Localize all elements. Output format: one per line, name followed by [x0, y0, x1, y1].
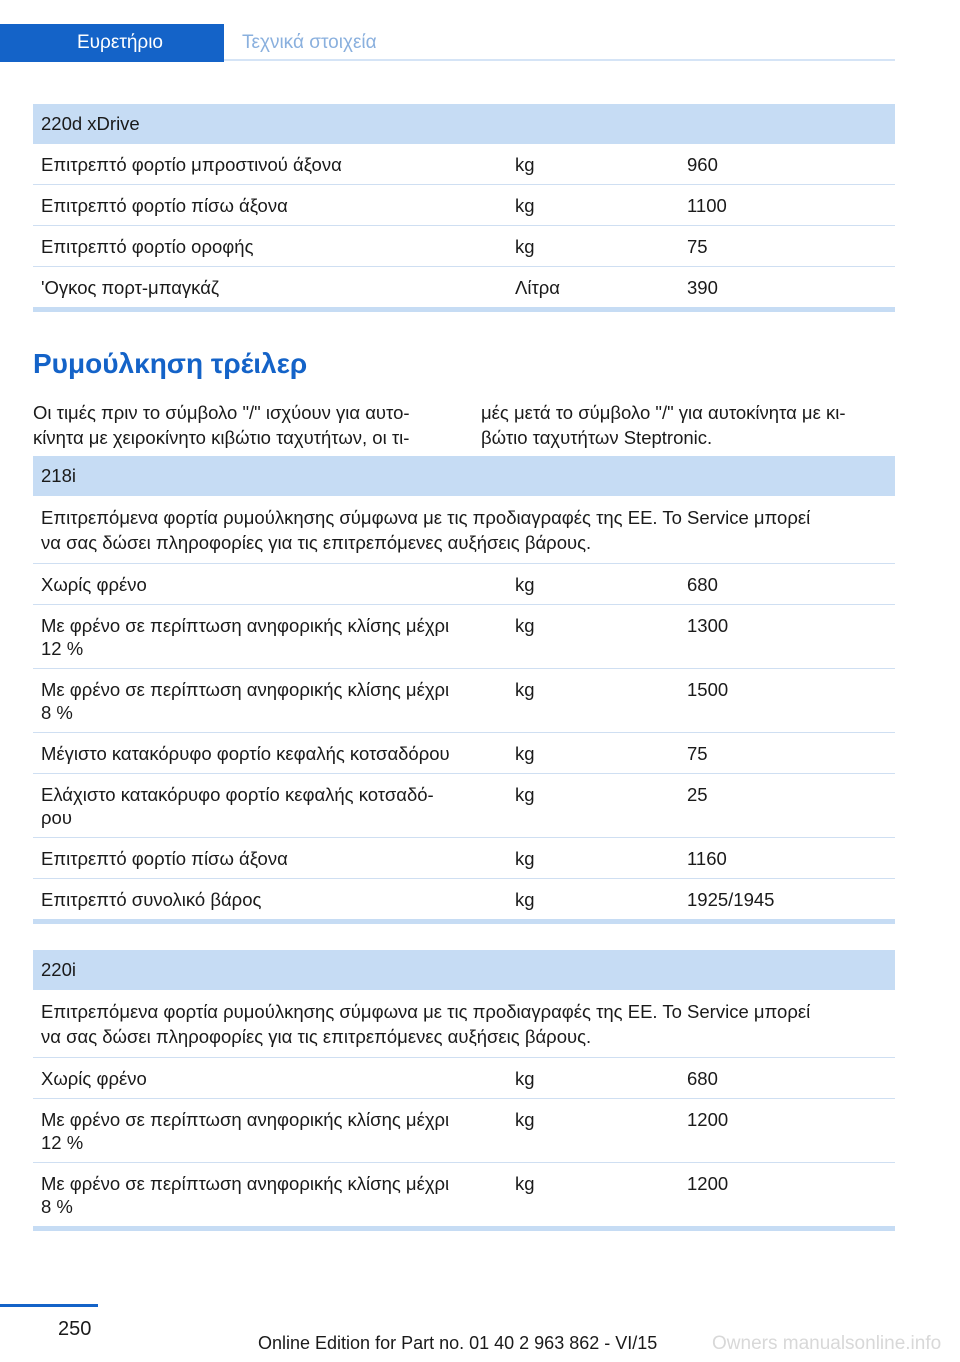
- page-number: 250: [58, 1318, 92, 1340]
- row-unit: kg: [515, 889, 535, 910]
- intro-left: [33, 400, 453, 450]
- row-unit: kg: [515, 574, 535, 595]
- table-row: [33, 669, 895, 733]
- row-label: Χωρίς φρένο: [41, 1068, 147, 1089]
- row-unit: kg: [515, 679, 535, 700]
- row-unit: kg: [515, 154, 535, 175]
- row-value: 390: [687, 277, 718, 298]
- row-label: Μέγιστο κατακόρυφο φορτίο κεφαλής κοτσαδόρου: [41, 743, 450, 764]
- table-row: [33, 733, 895, 774]
- table-note: [33, 990, 895, 1058]
- row-value: 1500: [687, 679, 729, 700]
- table-row: [33, 144, 895, 185]
- row-label: Επιτρεπτό φορτίο πίσω άξονα: [41, 195, 288, 216]
- table-header: 220d xDrive: [33, 104, 895, 144]
- table-row: [33, 226, 895, 267]
- row-value: 1200: [687, 1109, 729, 1130]
- row-unit: kg: [515, 1068, 535, 1089]
- row-value: 75: [687, 743, 708, 764]
- table-220d-xdrive: [33, 104, 895, 312]
- row-value: 75: [687, 236, 708, 257]
- row-value: 1300: [687, 615, 729, 636]
- row-value: 680: [687, 574, 718, 595]
- table-row: [33, 1099, 895, 1163]
- row-unit: kg: [515, 1173, 535, 1194]
- row-value: 1200: [687, 1173, 729, 1194]
- note-line: να σας δώσει πληροφορίες για τις επιτρεπόμενες αυξήσεις βάρους.: [41, 1026, 592, 1047]
- row-unit: kg: [515, 784, 535, 805]
- table-row: [33, 774, 895, 838]
- intro-right-line: μές μετά το σύμβολο "/" για αυτοκίνητα με κι-: [481, 402, 846, 423]
- note-line: Επιτρεπόμενα φορτία ρυμούλκησης σύμφωνα με τις προδιαγραφές της ΕΕ. Το Service μπορεί: [41, 507, 811, 528]
- top-navigation: [0, 24, 895, 62]
- table-row: [33, 605, 895, 669]
- row-label: Με φρένο σε περίπτωση ανηφορικής κλίσης μέχρι 8 %: [41, 679, 450, 723]
- row-unit: kg: [515, 236, 535, 257]
- table-end-bar: [33, 1226, 895, 1231]
- row-label: 'Ογκος πορτ-μπαγκάζ: [41, 277, 220, 298]
- watermark: Owners manualsonline.info: [712, 1333, 942, 1354]
- row-value: 25: [687, 784, 708, 805]
- row-value: 1160: [687, 848, 727, 869]
- table-row: [33, 1163, 895, 1226]
- row-unit: kg: [515, 1109, 535, 1130]
- row-value: 1100: [687, 195, 727, 216]
- row-unit: kg: [515, 848, 535, 869]
- intro-left-line: Οι τιμές πριν το σύμβολο "/" ισχύουν για αυτο-: [33, 402, 410, 423]
- row-value: 1925/1945: [687, 889, 775, 910]
- top-divider: [224, 59, 895, 61]
- row-unit: kg: [515, 743, 535, 764]
- row-unit: Λίτρα: [515, 277, 560, 298]
- row-unit: kg: [515, 615, 535, 636]
- row-label: Επιτρεπτό φορτίο πίσω άξονα: [41, 848, 288, 869]
- row-value: 680: [687, 1068, 718, 1089]
- intro-right-line: βώτιο ταχυτήτων Steptronic.: [481, 427, 713, 448]
- tab-technical-data[interactable]: Τεχνικά στοιχεία: [242, 32, 377, 53]
- table-header: 220i: [33, 950, 895, 990]
- row-label: Επιτρεπτό φορτίο οροφής: [41, 236, 254, 257]
- row-label: Ελάχιστο κατακόρυφο φορτίο κεφαλής κοτσαδό- ρου: [41, 784, 434, 828]
- table-220i: [33, 950, 895, 1231]
- table-row: [33, 879, 895, 919]
- row-label: Επιτρεπτό φορτίο μπροστινού άξονα: [41, 154, 342, 175]
- table-row: [33, 1058, 895, 1099]
- table-row: [33, 564, 895, 605]
- edition-note: Online Edition for Part no. 01 40 2 963 862 - VI/15: [258, 1333, 658, 1353]
- row-label: Με φρένο σε περίπτωση ανηφορικής κλίσης μέχρι 12 %: [41, 615, 450, 659]
- row-label: Με φρένο σε περίπτωση ανηφορικής κλίσης μέχρι 12 %: [41, 1109, 450, 1153]
- row-label: Χωρίς φρένο: [41, 574, 147, 595]
- table-end-bar: [33, 307, 895, 312]
- intro-left-line: κίνητα με χειροκίνητο κιβώτιο ταχυτήτων, οι τι-: [33, 427, 410, 448]
- note-line: να σας δώσει πληροφορίες για τις επιτρεπόμενες αυξήσεις βάρους.: [41, 532, 592, 553]
- table-row: [33, 185, 895, 226]
- page-number-rule: [0, 1304, 98, 1307]
- table-218i: [33, 456, 895, 924]
- table-row: [33, 838, 895, 879]
- note-line: Επιτρεπόμενα φορτία ρυμούλκησης σύμφωνα με τις προδιαγραφές της ΕΕ. Το Service μπορεί: [41, 1001, 811, 1022]
- row-unit: kg: [515, 195, 535, 216]
- table-end-bar: [33, 919, 895, 924]
- section-title: Ρυμούλκηση τρέιλερ: [33, 348, 308, 379]
- tab-index[interactable]: Ευρετήριο: [0, 24, 224, 62]
- row-label: Επιτρεπτό συνολικό βάρος: [41, 889, 262, 910]
- table-row: [33, 267, 895, 307]
- row-value: 960: [687, 154, 718, 175]
- table-note: [33, 496, 895, 564]
- intro-right: [481, 400, 895, 450]
- row-label: Με φρένο σε περίπτωση ανηφορικής κλίσης μέχρι 8 %: [41, 1173, 450, 1217]
- table-header: 218i: [33, 456, 895, 496]
